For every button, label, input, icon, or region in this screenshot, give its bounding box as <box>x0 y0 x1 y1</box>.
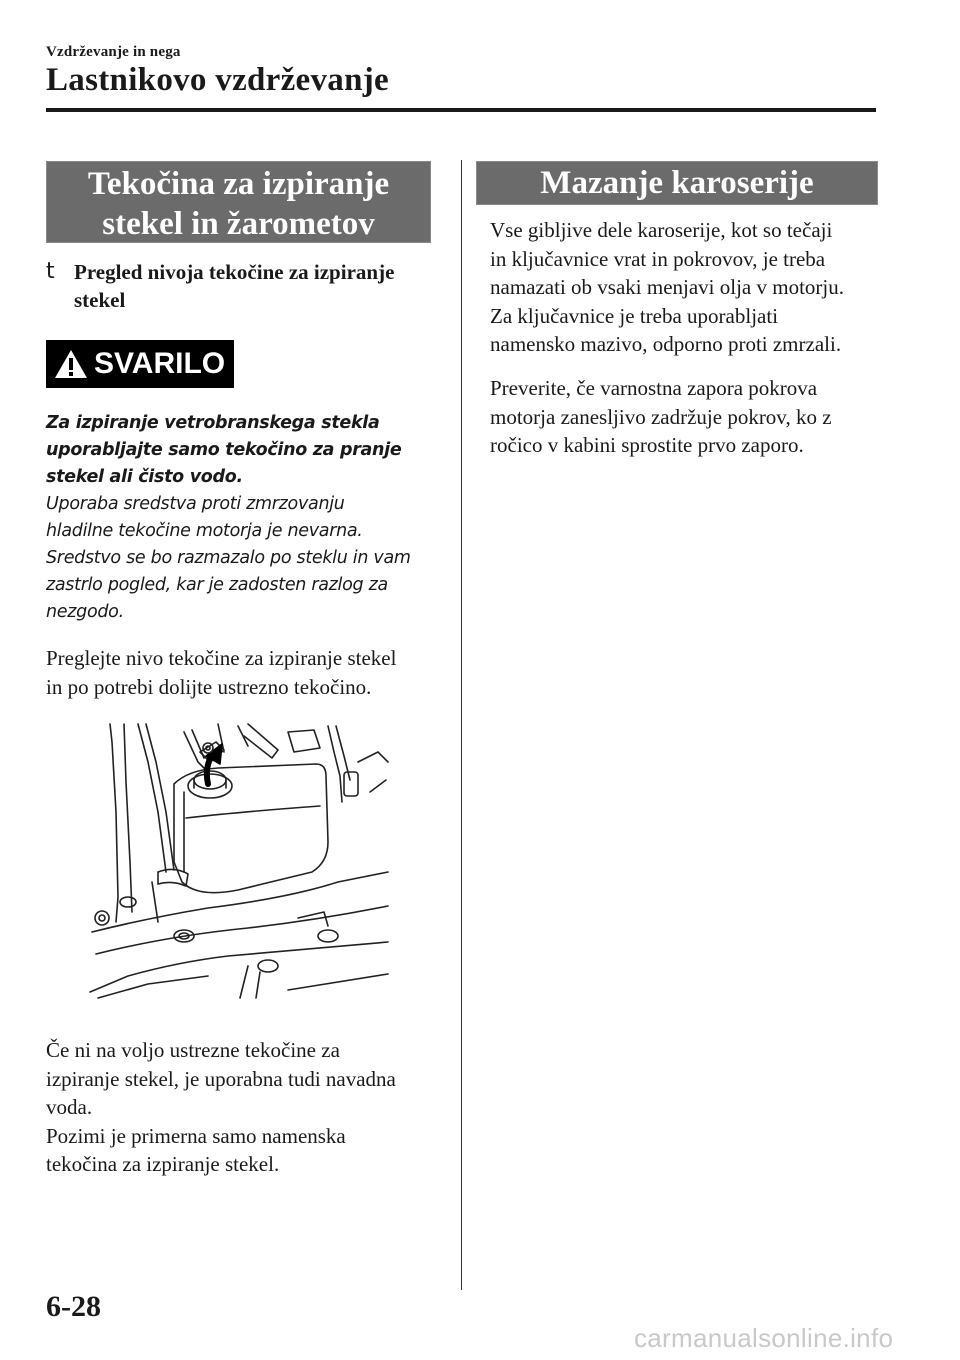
paragraph-line: Preverite, če varnostna zapora pokrova <box>490 376 818 400</box>
paragraph-water-note <box>46 1036 446 1179</box>
warning-line: Uporaba sredstva proti zmrzovanju <box>46 494 345 514</box>
banner-line: stekel in žarometov <box>102 206 375 242</box>
paragraph-line: Vse gibljive dele karoserije, kot so tečaji <box>490 218 833 242</box>
subheading-line: Pregled nivoja tekočine za izpiranje <box>74 260 395 284</box>
section-name: Vzdrževanje in nega <box>46 44 181 60</box>
subheading-bullet: t <box>46 259 55 284</box>
subheading-line: stekel <box>74 288 126 312</box>
paragraph-lubrication <box>490 216 880 359</box>
warning-line: nezgodo. <box>46 602 124 622</box>
warning-bold-line: uporabljajte samo tekočino za pranje <box>46 440 402 460</box>
banner-washer-fluid <box>46 161 431 243</box>
warning-line: Sredstvo se bo razmazalo po steklu in vam <box>46 548 411 568</box>
paragraph-line: ročico v kabini sprostite prvo zaporo. <box>490 433 804 457</box>
banner-line: Tekočina za izpiranje <box>87 166 390 202</box>
warning-badge <box>46 340 234 388</box>
paragraph-line: namazati ob vsaki menjavi olja v motorju. <box>490 275 844 299</box>
paragraph-line: Pozimi je primerna samo namenska <box>46 1123 346 1148</box>
warning-line: hladilne tekočine motorja je nevarna. <box>46 521 363 541</box>
paragraph-check-level <box>46 644 446 701</box>
page-title: Lastnikovo vzdrževanje <box>46 62 389 98</box>
banner-body-lubrication <box>476 161 878 205</box>
warning-text <box>46 410 436 626</box>
paragraph-line: voda. <box>46 1095 93 1119</box>
warning-bold-line: stekel ali čisto vodo. <box>46 467 243 487</box>
paragraph-line: in po potrebi dolijte ustrezno tekočino. <box>46 674 372 699</box>
subheading-fluid-check <box>46 258 446 314</box>
paragraph-line: namensko mazivo, odporno proti zmrzali. <box>490 332 842 356</box>
warning-bold-line: Za izpiranje vetrobranskega stekla <box>46 413 380 433</box>
banner-line: Mazanje karoserije <box>540 165 814 201</box>
paragraph-hood-latch <box>490 374 880 460</box>
warning-line: zastrlo pogled, kar je zadosten razlog za <box>46 575 388 595</box>
warning-label: SVARILO <box>94 347 226 380</box>
paragraph-line: motorja zanesljivo zadržuje pokrov, ko z <box>490 404 832 429</box>
paragraph-line: izpiranje stekel, je uporabna tudi navadna <box>46 1066 396 1091</box>
paragraph-line: Za ključavnice je treba uporabljati <box>490 303 779 328</box>
paragraph-line: Preglejte nivo tekočine za izpiranje stekel <box>46 646 397 670</box>
header-divider <box>46 108 876 112</box>
paragraph-line: Če ni na voljo ustrezne tekočine za <box>46 1038 340 1062</box>
watermark: carmanualsonline.info <box>634 1323 894 1353</box>
paragraph-line: tekočina za izpiranje stekel. <box>46 1152 280 1176</box>
paragraph-line: in ključavnice vrat in pokrovov, je treba <box>490 246 826 271</box>
washer-reservoir-illustration <box>88 722 390 1002</box>
warning-triangle-icon <box>54 349 88 379</box>
column-divider <box>461 160 462 1290</box>
page-number: 6-28 <box>46 1290 101 1323</box>
